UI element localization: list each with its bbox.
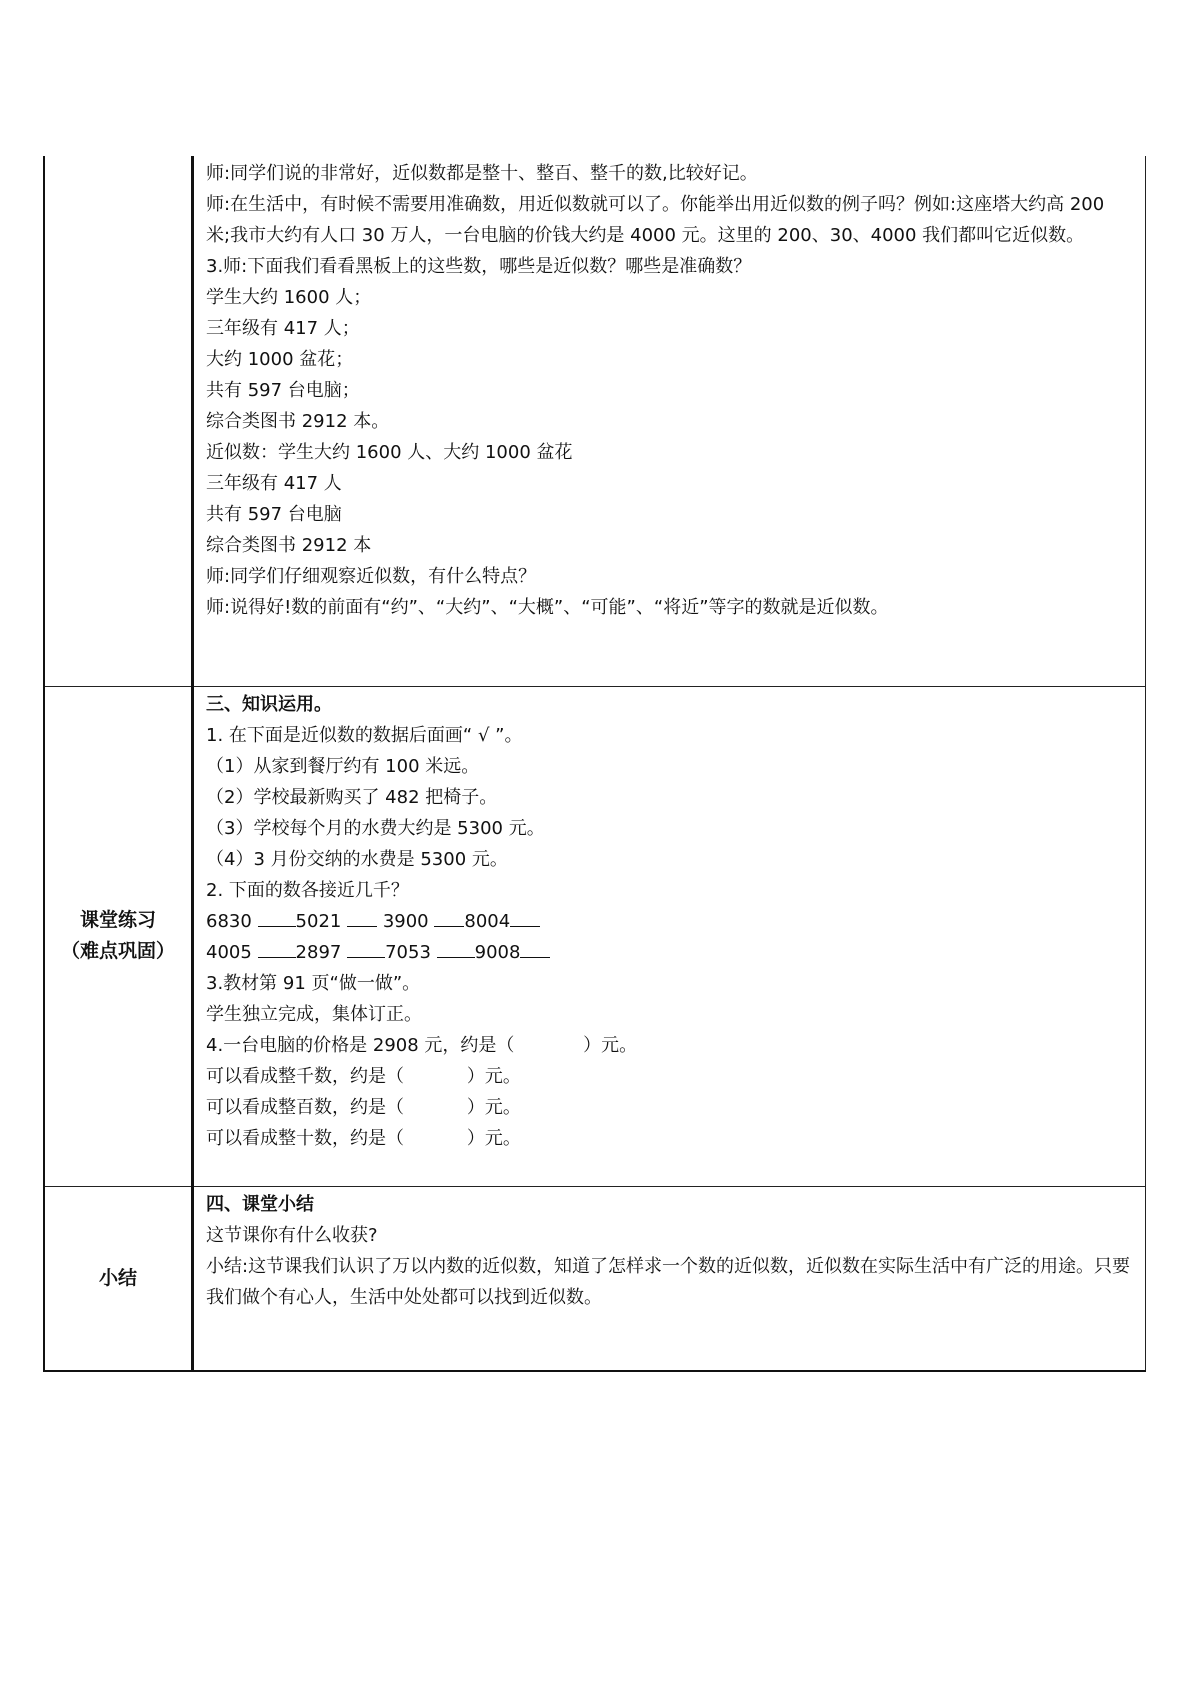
text-line: 综合类图书 2912 本。 — [206, 411, 390, 432]
number-row — [206, 906, 1133, 937]
question-2: 2. 下面的数各接近几千？ — [206, 879, 409, 901]
question-item: 可以看成整十数，约是（ ）元。 — [206, 1127, 521, 1149]
number: 4005 — [206, 941, 252, 963]
number: 6830 — [206, 910, 252, 932]
number: 8004 — [464, 910, 511, 932]
practice-content — [193, 686, 1146, 1186]
number: 9008 — [474, 941, 521, 963]
table-row — [44, 156, 1146, 686]
row-label-sub: （难点巩固） — [60, 940, 175, 962]
summary-question: 这节课你有什么收获? — [206, 1224, 378, 1246]
question-item: （4）3 月份交纳的水费是 5300 元。 — [206, 848, 508, 870]
text-line: 师:在生活中，有时候不需要用准确数，用近似数就可以了。你能举出用近似数的例子吗？例如:这座塔大约高 200 米;我市大约有人口 30 万人，一台电脑的价钱大约是 4000 元。这里的 200、30、4000 我们都叫它近似数。 — [206, 194, 1105, 246]
row-label-empty — [44, 156, 193, 686]
question-item: （2）学校最新购买了 482 把椅子。 — [206, 786, 498, 808]
text-line: 近似数：学生大约 1600 人、大约 1000 盆花 — [206, 442, 573, 463]
text-line: 学生大约 1600 人； — [206, 287, 372, 308]
answer-blank — [434, 908, 464, 927]
answer-blank — [347, 908, 377, 927]
answer-blank — [258, 939, 296, 958]
answer-blank — [510, 908, 540, 927]
question-item: 可以看成整千数，约是（ ）元。 — [206, 1065, 521, 1087]
row-label: 小结 — [98, 1266, 137, 1289]
text-line: 师:说得好!数的前面有“约”、“大约”、“大概”、“可能”、“将近”等字的数就是近似数。 — [206, 597, 889, 618]
answer-blank — [520, 939, 550, 958]
lesson-plan-table — [43, 156, 1146, 1372]
number: 7053 — [385, 941, 431, 963]
question-item: 可以看成整百数，约是（ ）元。 — [206, 1096, 521, 1118]
text-line: 三年级有 417 人； — [206, 318, 360, 339]
table-row — [44, 1186, 1146, 1371]
teaching-process-content — [193, 156, 1146, 686]
answer-blank — [437, 939, 475, 958]
section-title: 四、课堂小结 — [206, 1193, 314, 1215]
table-row — [44, 686, 1146, 1186]
question-3-note: 学生独立完成，集体订正。 — [206, 1003, 422, 1025]
text-line: 大约 1000 盆花； — [206, 349, 354, 370]
row-label: 课堂练习 — [79, 909, 156, 931]
row-label-practice — [44, 686, 193, 1186]
row-label-summary — [44, 1186, 193, 1371]
answer-blank — [258, 908, 296, 927]
summary-text: 小结:这节课我们认识了万以内数的近似数，知道了怎样求一个数的近似数，近似数在实际生活中有广泛的用途。只要我们做个有心人，生活中处处都可以找到近似数。 — [206, 1255, 1131, 1308]
text-line: 综合类图书 2912 本 — [206, 535, 372, 556]
section-title: 三、知识运用。 — [206, 693, 332, 715]
number-row — [206, 937, 1133, 968]
text-line: 师:同学们说的非常好，近似数都是整十、整百、整千的数,比较好记。 — [206, 163, 758, 184]
summary-content — [193, 1186, 1146, 1371]
text-line: 共有 597 台电脑 — [206, 504, 342, 525]
answer-blank — [347, 939, 385, 958]
text-line: 3.师:下面我们看看黑板上的这些数，哪些是近似数？哪些是准确数？ — [206, 256, 752, 277]
question-4: 4.一台电脑的价格是 2908 元，约是（ ）元。 — [206, 1034, 638, 1056]
text-line: 师:同学们仔细观察近似数，有什么特点？ — [206, 566, 537, 587]
number: 3900 — [382, 910, 429, 932]
question-item: （3）学校每个月的水费大约是 5300 元。 — [206, 817, 545, 839]
question-1: 1. 在下面是近似数的数据后面画“ √ ”。 — [206, 724, 523, 746]
text-line: 三年级有 417 人 — [206, 473, 342, 494]
text-line: 共有 597 台电脑； — [206, 380, 360, 401]
number: 5021 — [295, 910, 342, 932]
question-item: （1）从家到餐厅约有 100 米远。 — [206, 755, 480, 777]
number: 2897 — [295, 941, 342, 963]
question-3: 3.教材第 91 页“做一做”。 — [206, 972, 421, 994]
